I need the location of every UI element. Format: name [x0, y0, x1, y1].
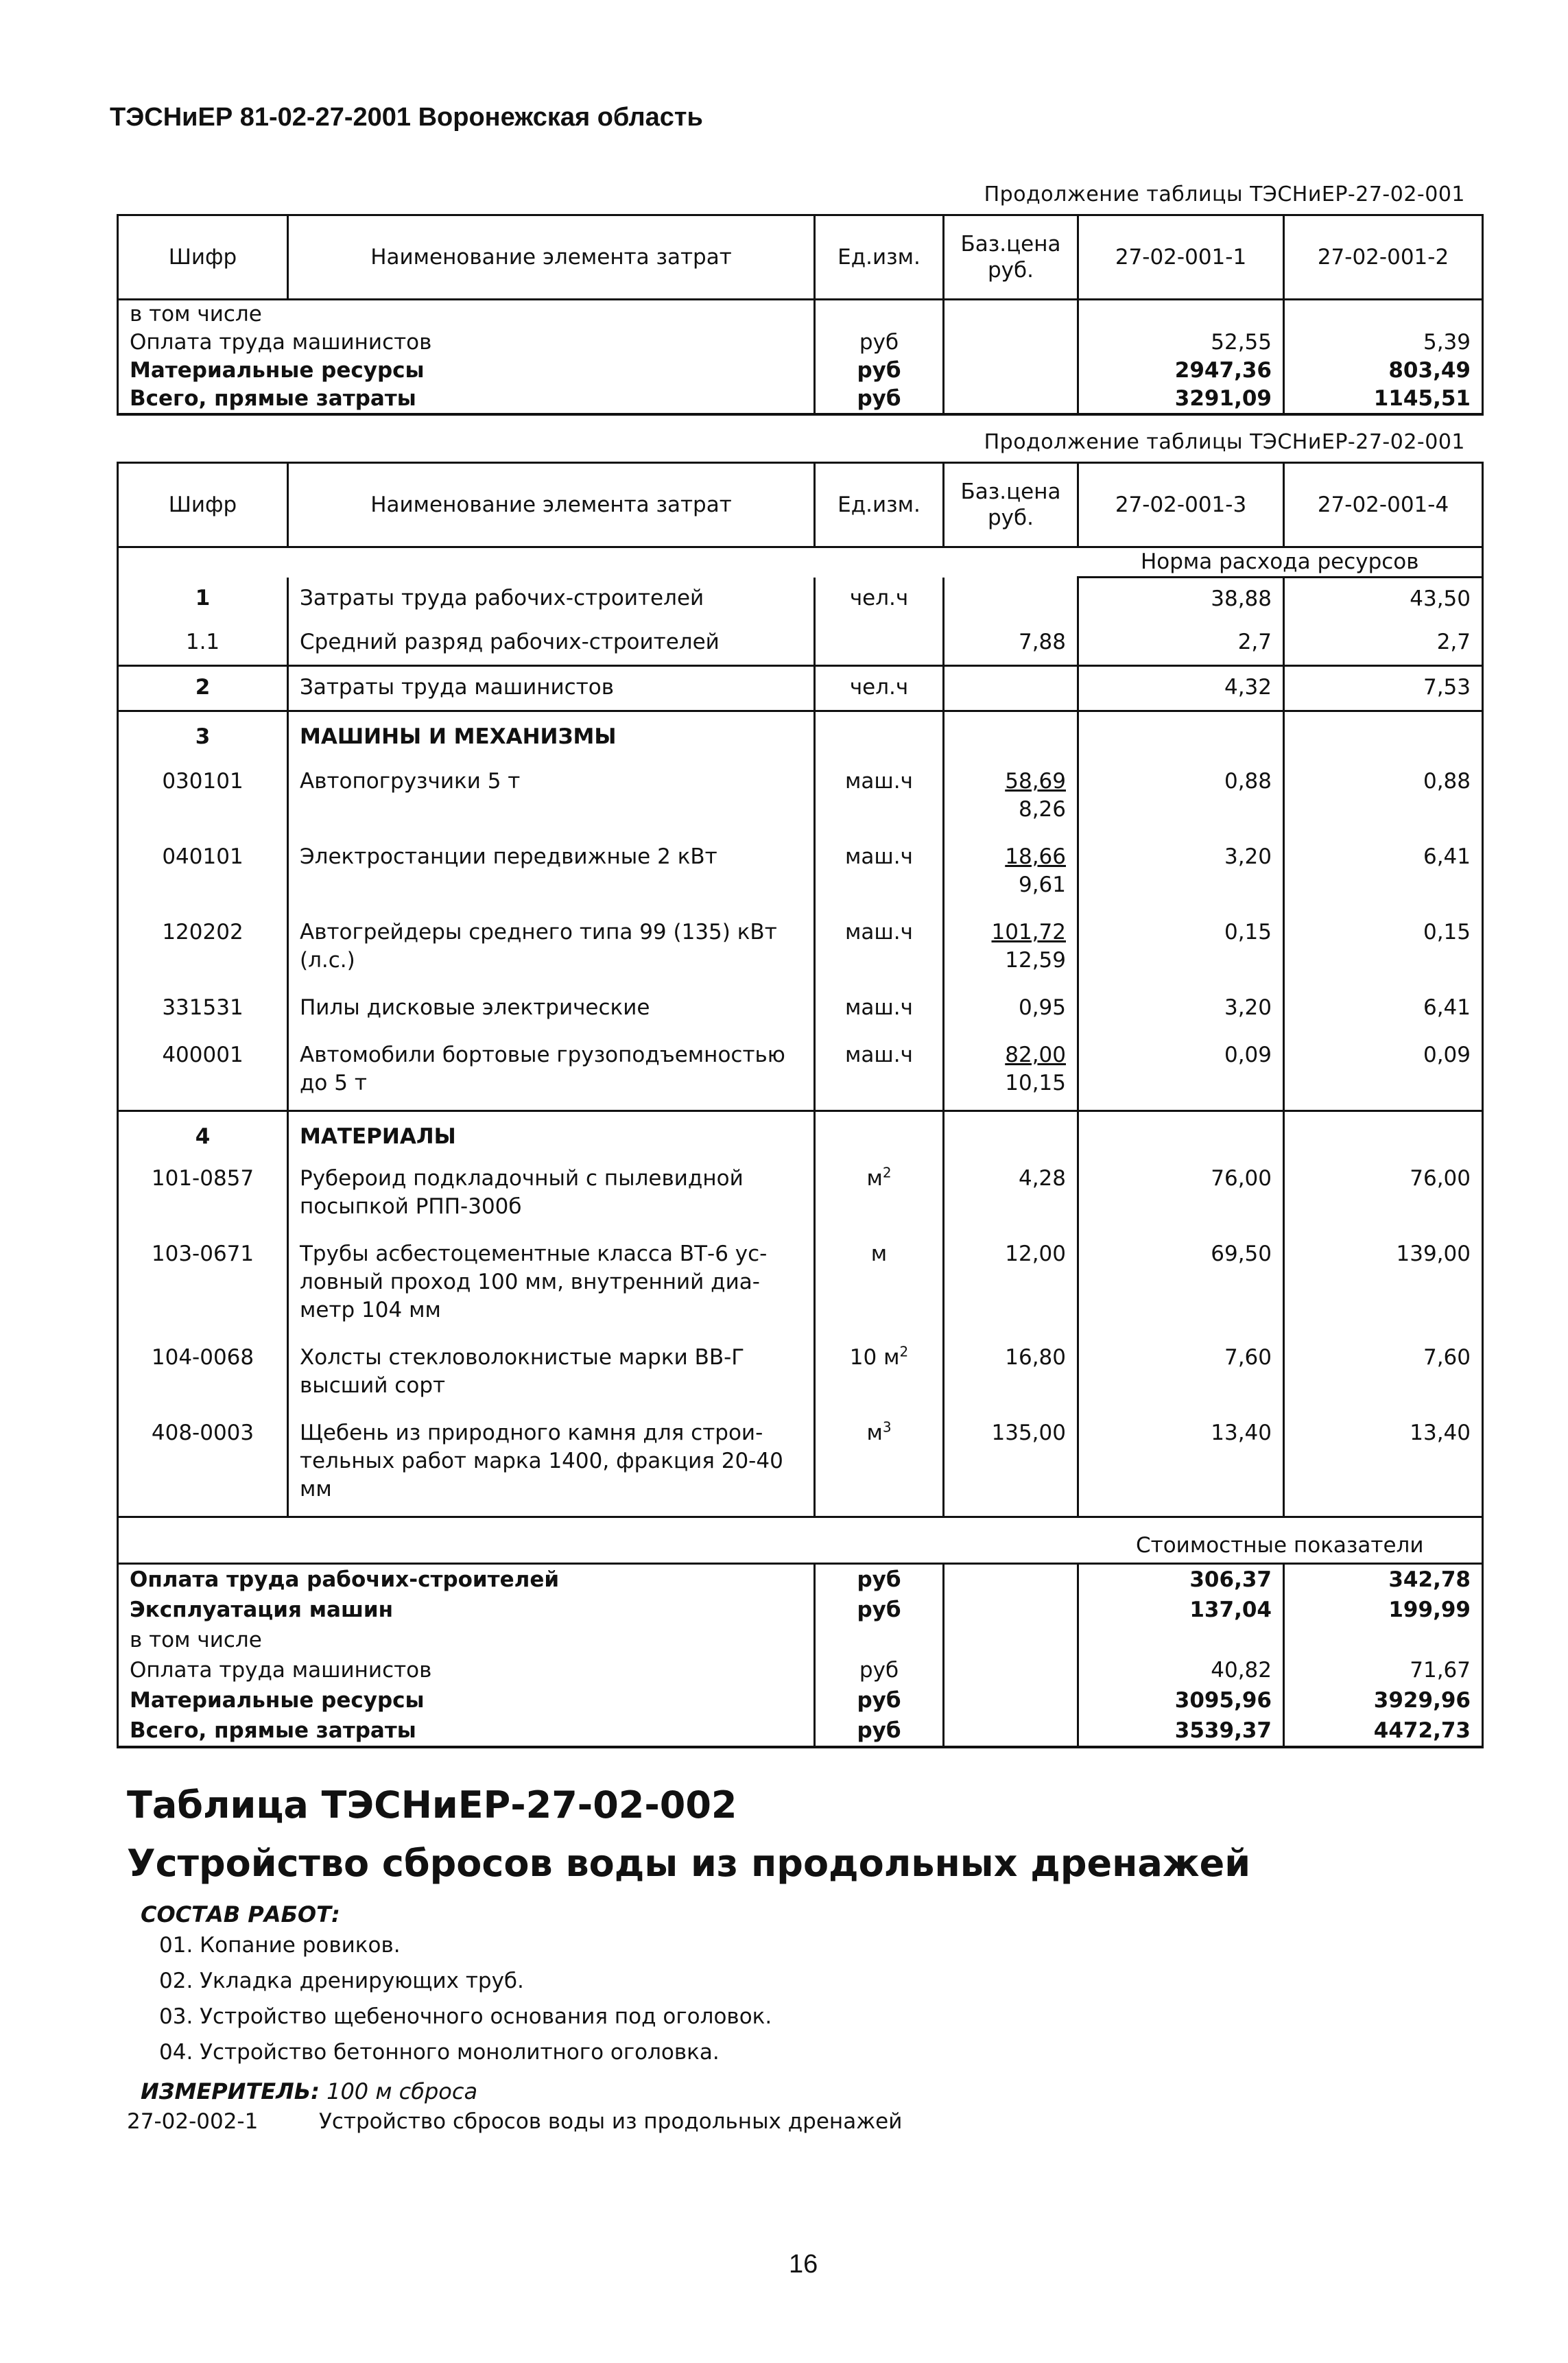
- row-name-line: (л.с.): [300, 948, 355, 973]
- section-title: МАШИНЫ И МЕХАНИЗМЫ: [288, 711, 815, 761]
- row-name: [288, 761, 815, 836]
- row-value-2: 2,7: [1284, 621, 1483, 666]
- row-code: 103-0671: [118, 1233, 288, 1337]
- row-unit: [815, 300, 944, 329]
- row-value-2: 5,39: [1284, 329, 1483, 357]
- row-name: [288, 912, 815, 987]
- table-row: [118, 1715, 1483, 1747]
- row-unit: чел.ч: [815, 578, 944, 622]
- row-value-2: 0,88: [1284, 761, 1483, 836]
- row-price: 135,00: [944, 1412, 1078, 1517]
- section-empty-cell: [815, 711, 944, 761]
- row-code: 331531: [118, 987, 288, 1034]
- table-row: [118, 912, 1483, 987]
- unit-superscript: 2: [882, 1164, 892, 1181]
- row-code: 400001: [118, 1034, 288, 1111]
- section-subtitle: Устройство сбросов воды из продольных дренажей: [127, 1842, 1251, 1885]
- composition-label: СОСТАВ РАБОТ:: [141, 1901, 340, 1927]
- row-price: [944, 836, 1078, 912]
- section-empty-cell: [1078, 1111, 1284, 1159]
- row-price: 12,00: [944, 1233, 1078, 1337]
- row-price: [944, 300, 1078, 329]
- header-unit: Ед.изм.: [815, 215, 944, 300]
- row-unit: маш.ч: [815, 761, 944, 836]
- cost-label-row: [118, 1517, 1483, 1564]
- row-name: в том числе: [118, 1625, 815, 1655]
- table-row: [118, 329, 1483, 357]
- row-value-2: 139,00: [1284, 1233, 1483, 1337]
- header-unit: Ед.изм.: [815, 463, 944, 547]
- table-a: [117, 214, 1484, 416]
- price-current: 18,66: [1005, 844, 1066, 869]
- section-code: 3: [118, 711, 288, 761]
- row-value-1: 38,88: [1078, 578, 1284, 622]
- unit-text: 10 м: [849, 1345, 900, 1370]
- code-line: [127, 2109, 902, 2134]
- row-name: Оплата труда машинистов: [118, 329, 815, 357]
- price-current: 0,95: [1018, 995, 1066, 1020]
- row-value-1: 52,55: [1078, 329, 1284, 357]
- row-value-1: 0,88: [1078, 761, 1284, 836]
- row-unit: руб: [815, 1595, 944, 1625]
- row-value-1: 306,37: [1078, 1564, 1284, 1595]
- row-name: Материальные ресурсы: [118, 357, 815, 385]
- row-value-2: [1284, 300, 1483, 329]
- row-value-2: 199,99: [1284, 1595, 1483, 1625]
- unit-text: м: [866, 1166, 883, 1191]
- header-code: Шифр: [118, 215, 288, 300]
- row-value-2: 0,09: [1284, 1034, 1483, 1111]
- section-title: МАТЕРИАЛЫ: [288, 1111, 815, 1159]
- row-unit: руб: [815, 385, 944, 414]
- row-value-1: 3291,09: [1078, 385, 1284, 414]
- row-value-1: [1078, 300, 1284, 329]
- row-name: [288, 987, 815, 1034]
- row-price: [944, 912, 1078, 987]
- header-col1: 27-02-001-3: [1078, 463, 1284, 547]
- header-col2: 27-02-001-4: [1284, 463, 1483, 547]
- header-col1: 27-02-001-1: [1078, 215, 1284, 300]
- row-price: [944, 1595, 1078, 1625]
- row-value-1: 2,7: [1078, 621, 1284, 666]
- norm-label-spacer: [118, 547, 1078, 578]
- row-value-2: 0,15: [1284, 912, 1483, 987]
- row-unit: маш.ч: [815, 836, 944, 912]
- row-unit: маш.ч: [815, 912, 944, 987]
- row-name-line: высший сорт: [300, 1373, 446, 1398]
- row-price: [944, 1715, 1078, 1747]
- row-price: [944, 385, 1078, 414]
- table-row: [118, 1564, 1483, 1595]
- work-item: 01. Копание ровиков.: [159, 1933, 401, 1958]
- measure-label: ИЗМЕРИТЕЛЬ:: [141, 2078, 320, 2104]
- row-code: 2: [118, 666, 288, 711]
- header-price-line2: руб.: [988, 506, 1034, 530]
- row-value-1: 69,50: [1078, 1233, 1284, 1337]
- table-row: [118, 1158, 1483, 1233]
- row-name-line: Холсты стекловолокнистые марки ВВ-Г: [300, 1345, 745, 1370]
- row-value-2: 6,41: [1284, 987, 1483, 1034]
- table-row: [118, 385, 1483, 414]
- row-value-1: 3095,96: [1078, 1685, 1284, 1715]
- table-row: [118, 987, 1483, 1034]
- table-row: [118, 357, 1483, 385]
- row-name: Всего, прямые затраты: [118, 1715, 815, 1747]
- price-base: 10,15: [1005, 1071, 1066, 1095]
- price-base: 9,61: [1018, 872, 1066, 897]
- row-name: Материальные ресурсы: [118, 1685, 815, 1715]
- header-price-line1: Баз.цена: [960, 232, 1061, 257]
- work-item: 04. Устройство бетонного монолитного оголовка.: [159, 2040, 720, 2065]
- row-value-1: 0,09: [1078, 1034, 1284, 1111]
- row-name: [288, 1337, 815, 1412]
- table-row: [118, 761, 1483, 836]
- row-unit: руб: [815, 1655, 944, 1685]
- header-col2: 27-02-001-2: [1284, 215, 1483, 300]
- norm-label: Норма расхода ресурсов: [1078, 547, 1483, 578]
- table-b: [117, 462, 1484, 1748]
- table-row: [118, 1625, 1483, 1655]
- row-value-2: 71,67: [1284, 1655, 1483, 1685]
- row-name-line: Пилы дисковые электрические: [300, 995, 650, 1020]
- row-name: Затраты труда рабочих-строителей: [288, 578, 815, 622]
- row-price: [944, 987, 1078, 1034]
- row-value-1: 76,00: [1078, 1158, 1284, 1233]
- unit-text: м: [870, 1242, 888, 1266]
- row-value-1: 3,20: [1078, 987, 1284, 1034]
- row-value-2: [1284, 1625, 1483, 1655]
- row-price: 7,88: [944, 621, 1078, 666]
- row-price: [944, 761, 1078, 836]
- row-unit: [815, 621, 944, 666]
- section-empty-cell: [1284, 711, 1483, 761]
- section-code: 4: [118, 1111, 288, 1159]
- row-name-line: тельных работ марка 1400, фракция 20-40: [300, 1449, 783, 1473]
- section-title: Таблица ТЭСНиЕР-27-02-002: [127, 1783, 737, 1827]
- row-name: Эксплуатация машин: [118, 1595, 815, 1625]
- section-empty-cell: [1284, 1111, 1483, 1159]
- row-code: 120202: [118, 912, 288, 987]
- norm-label-row: [118, 547, 1483, 578]
- row-unit: [815, 1158, 944, 1233]
- row-name: Оплата труда машинистов: [118, 1655, 815, 1685]
- row-price: [944, 1655, 1078, 1685]
- row-name-line: Автомобили бортовые грузоподъемностью: [300, 1043, 785, 1067]
- row-value-2: 43,50: [1284, 578, 1483, 622]
- row-unit: руб: [815, 357, 944, 385]
- row-value-1: [1078, 1625, 1284, 1655]
- row-name: Затраты труда машинистов: [288, 666, 815, 711]
- price-base: 12,59: [1005, 948, 1066, 973]
- table-row: [118, 836, 1483, 912]
- cost-label: Стоимостные показатели: [1078, 1517, 1483, 1564]
- row-value-2: 13,40: [1284, 1412, 1483, 1517]
- row-price: [944, 329, 1078, 357]
- row-price: [944, 666, 1078, 711]
- row-value-1: 3,20: [1078, 836, 1284, 912]
- row-value-2: 3929,96: [1284, 1685, 1483, 1715]
- table-row: [118, 1034, 1483, 1111]
- header-price: [944, 215, 1078, 300]
- page-header: ТЭСНиЕР 81-02-27-2001 Воронежская область: [110, 103, 703, 132]
- row-unit: руб: [815, 1564, 944, 1595]
- table-a-caption: Продолжение таблицы ТЭСНиЕР-27-02-001: [984, 182, 1465, 206]
- work-item: 02. Укладка дренирующих труб.: [159, 1969, 524, 1993]
- row-value-1: 40,82: [1078, 1655, 1284, 1685]
- price-base: 8,26: [1018, 797, 1066, 822]
- work-item: 03. Устройство щебеночного основания под оголовок.: [159, 2004, 772, 2029]
- row-name-line: Щебень из природного камня для строи-: [300, 1421, 763, 1445]
- price-current: 82,00: [1005, 1043, 1066, 1067]
- row-unit: [815, 1337, 944, 1412]
- row-value-1: 137,04: [1078, 1595, 1284, 1625]
- row-value-2: 76,00: [1284, 1158, 1483, 1233]
- table-b-header-row: [118, 463, 1483, 547]
- header-price: [944, 463, 1078, 547]
- row-price: [944, 357, 1078, 385]
- row-name: Средний разряд рабочих-строителей: [288, 621, 815, 666]
- row-price: 4,28: [944, 1158, 1078, 1233]
- row-code: 408-0003: [118, 1412, 288, 1517]
- row-unit: [815, 1625, 944, 1655]
- row-name: [288, 1233, 815, 1337]
- page-number: 16: [789, 2250, 818, 2279]
- table-row: [118, 1337, 1483, 1412]
- table-row: [118, 300, 1483, 329]
- row-value-1: 2947,36: [1078, 357, 1284, 385]
- row-price: [944, 578, 1078, 622]
- row-code: 1: [118, 578, 288, 622]
- section-empty-cell: [944, 1111, 1078, 1159]
- row-name-line: Трубы асбестоцементные класса ВТ-6 ус-: [300, 1242, 768, 1266]
- section-row-materials: [118, 1111, 1483, 1159]
- cost-label-spacer: [118, 1517, 1078, 1564]
- header-name: Наименование элемента затрат: [288, 215, 815, 300]
- norm-code: 27-02-002-1: [127, 2109, 259, 2134]
- row-value-2: 342,78: [1284, 1564, 1483, 1595]
- row-price: [944, 1625, 1078, 1655]
- header-name: Наименование элемента затрат: [288, 463, 815, 547]
- row-value-2: 4472,73: [1284, 1715, 1483, 1747]
- row-name-line: посыпкой РПП-300б: [300, 1194, 522, 1219]
- table-row: [118, 1233, 1483, 1337]
- row-price: [944, 1564, 1078, 1595]
- row-unit: руб: [815, 1715, 944, 1747]
- row-name: [288, 1158, 815, 1233]
- table-a-header-row: [118, 215, 1483, 300]
- header-price-line1: Баз.цена: [960, 479, 1061, 504]
- price-current: 58,69: [1005, 769, 1066, 794]
- row-value-2: 7,53: [1284, 666, 1483, 711]
- header-code: Шифр: [118, 463, 288, 547]
- row-code: 030101: [118, 761, 288, 836]
- price-current: 101,72: [991, 920, 1066, 945]
- row-value-1: 3539,37: [1078, 1715, 1284, 1747]
- row-name: [288, 1034, 815, 1111]
- row-code: 1.1: [118, 621, 288, 666]
- row-name: Оплата труда рабочих-строителей: [118, 1564, 815, 1595]
- row-unit: маш.ч: [815, 1034, 944, 1111]
- row-name-line: до 5 т: [300, 1071, 367, 1095]
- table-row: [118, 578, 1483, 622]
- row-value-1: 0,15: [1078, 912, 1284, 987]
- row-price: [944, 1685, 1078, 1715]
- unit-superscript: 2: [899, 1343, 909, 1360]
- measure-line: [141, 2078, 477, 2104]
- row-code: 040101: [118, 836, 288, 912]
- row-unit: руб: [815, 329, 944, 357]
- row-name: в том числе: [118, 300, 815, 329]
- row-value-2: 803,49: [1284, 357, 1483, 385]
- table-row: [118, 621, 1483, 666]
- norm-description: Устройство сбросов воды из продольных дренажей: [319, 2109, 903, 2134]
- row-name-line: мм: [300, 1477, 332, 1501]
- table-row: [118, 1412, 1483, 1517]
- row-unit: маш.ч: [815, 987, 944, 1034]
- row-name: [288, 836, 815, 912]
- section-empty-cell: [815, 1111, 944, 1159]
- table-b-caption: Продолжение таблицы ТЭСНиЕР-27-02-001: [984, 430, 1465, 454]
- row-name-line: метр 104 мм: [300, 1298, 441, 1322]
- row-value-2: 6,41: [1284, 836, 1483, 912]
- section-empty-cell: [1078, 711, 1284, 761]
- row-unit: чел.ч: [815, 666, 944, 711]
- unit-text: м: [866, 1421, 883, 1445]
- measure-value: 100 м сброса: [326, 2078, 478, 2104]
- row-name: [288, 1412, 815, 1517]
- row-value-1: 13,40: [1078, 1412, 1284, 1517]
- row-unit: руб: [815, 1685, 944, 1715]
- table-row: [118, 1685, 1483, 1715]
- table-row: [118, 1595, 1483, 1625]
- table-row: [118, 666, 1483, 711]
- row-value-2: 7,60: [1284, 1337, 1483, 1412]
- header-price-line2: руб.: [988, 258, 1034, 283]
- row-value-1: 7,60: [1078, 1337, 1284, 1412]
- row-name-line: Автопогрузчики 5 т: [300, 769, 521, 794]
- row-name-line: Электростанции передвижные 2 кВт: [300, 844, 717, 869]
- section-empty-cell: [944, 711, 1078, 761]
- row-unit: [815, 1412, 944, 1517]
- section-row-machines: [118, 711, 1483, 761]
- row-name: Всего, прямые затраты: [118, 385, 815, 414]
- row-code: 101-0857: [118, 1158, 288, 1233]
- row-name-line: Автогрейдеры среднего типа 99 (135) кВт: [300, 920, 777, 945]
- row-name-line: Рубероид подкладочный с пылевидной: [300, 1166, 744, 1191]
- unit-superscript: 3: [882, 1418, 892, 1436]
- row-value-1: 4,32: [1078, 666, 1284, 711]
- table-row: [118, 1655, 1483, 1685]
- row-unit: [815, 1233, 944, 1337]
- row-price: 16,80: [944, 1337, 1078, 1412]
- row-price: [944, 1034, 1078, 1111]
- row-value-2: 1145,51: [1284, 385, 1483, 414]
- row-code: 104-0068: [118, 1337, 288, 1412]
- row-name-line: ловный проход 100 мм, внутренний диа-: [300, 1270, 760, 1294]
